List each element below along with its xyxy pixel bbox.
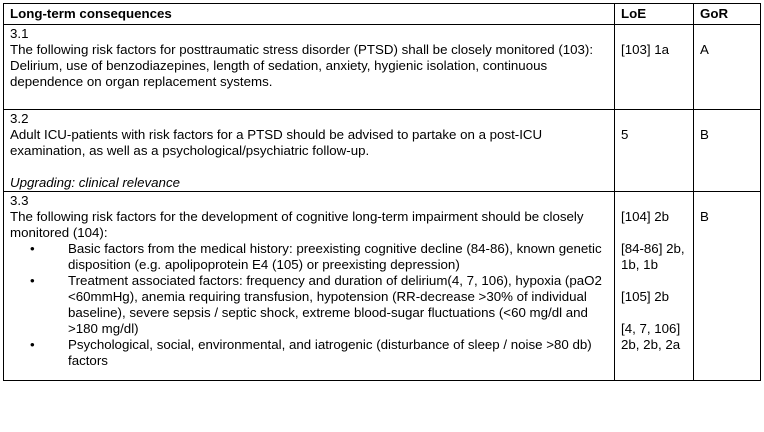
header-loe: LoE (615, 4, 694, 25)
gor-cell (694, 110, 761, 192)
recommendation-cell (4, 192, 615, 381)
list-item: • Basic factors from the medical history: preexisting cognitive decline (84-86), known genetic disposition (e.g. apolipoprotein E4 (105) or preexisting depression) (68, 241, 609, 273)
list-item: • Treatment associated factors: frequency and duration of delirium(4, 7, 106), hypoxia (paO2 <60mmHg), anemia requiring transfusion, hypotension (RR-decrease >30% of individual baseline), severe sepsis / septic shock, extreme blood-sugar fluctuations (<60 mg/dl and >180 mg/dl) (68, 273, 609, 337)
loe-cell (615, 110, 694, 192)
loe-value: [84-86] 2b, 1b, 1b (621, 241, 685, 272)
gor-value: B (700, 127, 709, 142)
recommendation-text: Adult ICU-patients with risk factors for a PTSD should be advised to partake on a post-ICU examination, as well as a psychological/psychiatric follow-up. (10, 127, 543, 158)
gor-cell (694, 192, 761, 381)
risk-factor-list (10, 241, 609, 369)
upgrading-note: Upgrading: clinical relevance (10, 175, 180, 190)
loe-value: [103] 1a (621, 42, 670, 57)
header-gor: GoR (694, 4, 761, 25)
recommendation-number: 3.1 (10, 26, 29, 41)
loe-value: [104] 2b (621, 209, 670, 224)
recommendations-table (3, 3, 761, 381)
gor-cell (694, 25, 761, 110)
table-row (4, 25, 761, 110)
list-item: • Psychological, social, environmental, and iatrogenic (disturbance of sleep / noise >80 db) factors (68, 337, 609, 369)
gor-value: A (700, 42, 709, 57)
header-consequences: Long-term consequences (4, 4, 615, 25)
loe-value: 5 (621, 127, 629, 142)
loe-value: [4, 7, 106] 2b, 2b, 2a (621, 321, 681, 352)
table-header-row (4, 4, 761, 25)
recommendation-cell (4, 110, 615, 192)
table-row (4, 192, 761, 381)
recommendation-cell (4, 25, 615, 110)
recommendation-number: 3.3 (10, 193, 29, 208)
gor-value: B (700, 209, 709, 224)
recommendation-text: The following risk factors for the development of cognitive long-term impairment should be closely monitored (104): (10, 209, 584, 240)
recommendation-number: 3.2 (10, 111, 29, 126)
loe-value: [105] 2b (621, 289, 670, 304)
loe-cell (615, 25, 694, 110)
table-row (4, 110, 761, 192)
loe-cell (615, 192, 694, 381)
recommendation-text: The following risk factors for posttraumatic stress disorder (PTSD) shall be closely monitored (103): Delirium, use of benzodiazepines, length of sedation, anxiety, hygienic isolation, continuous dependence on organ replacement systems. (10, 42, 594, 89)
